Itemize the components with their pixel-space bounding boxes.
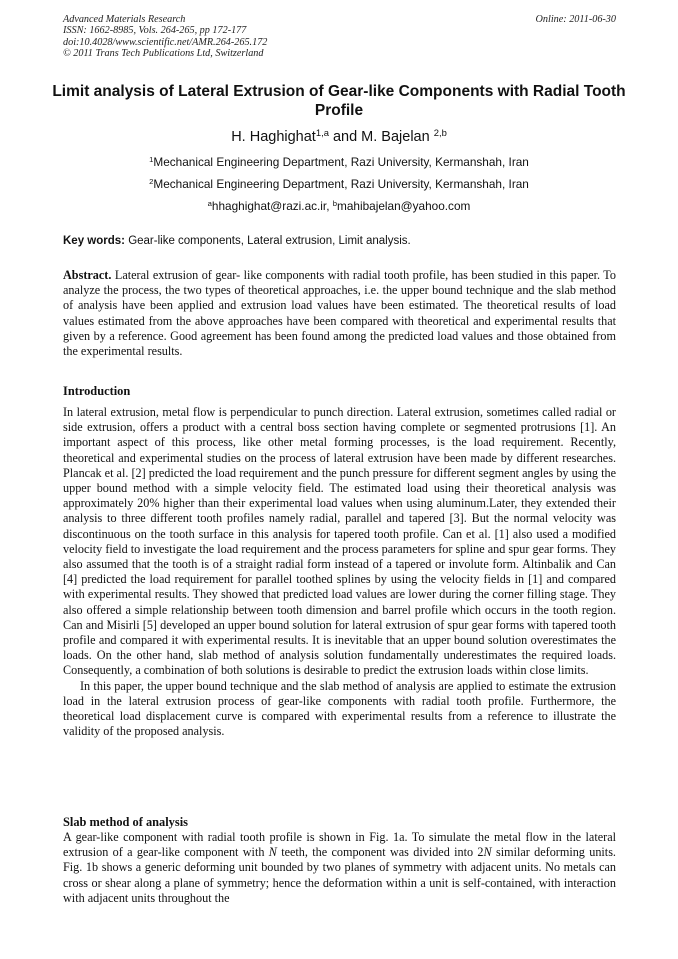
author-2: M. Bajelan — [361, 129, 434, 145]
email-line — [0, 199, 678, 213]
slab-method-heading: Slab method of analysis — [63, 815, 188, 829]
affiliation-1-text: Mechanical Engineering Department, Razi University, Kermanshah, Iran — [153, 155, 529, 169]
email-b[interactable]: mahibajelan@yahoo.com — [337, 199, 471, 213]
slab-var-n-2: N — [483, 845, 492, 860]
email-a[interactable]: hhaghighat@razi.ac.ir, — [211, 199, 333, 213]
email-a-sup: a — [207, 199, 212, 209]
email-b-sup: b — [332, 199, 338, 209]
abstract — [63, 268, 616, 359]
journal-header — [63, 14, 616, 59]
author-and: and — [328, 129, 362, 145]
keywords — [63, 234, 616, 248]
slab-method-paragraph — [63, 830, 616, 906]
slab-text-2: teeth, the component was divided into 2 — [276, 845, 484, 860]
abstract-label: Abstract. — [63, 268, 112, 282]
keywords-label: Key words: — [63, 235, 125, 247]
journal-name: Advanced Materials Research — [63, 14, 186, 25]
author-1-sup: 1,a — [315, 127, 329, 139]
slab-var-n: N — [268, 845, 277, 860]
slab-text-1: A gear-like component with radial tooth profile is shown in Fig. 1a. To simulate the metal flow in the lateral extrusion of a gear-like component with — [63, 830, 616, 860]
affiliation-1-sup: 1 — [149, 155, 154, 165]
doi-line: doi:10.4028/www.scientific.net/AMR.264-265.172 — [63, 36, 268, 48]
affiliation-2-sup: 2 — [149, 177, 154, 187]
slab-text-3: similar deforming units. Fig. 1b shows a generic deforming unit bounded by two planes of symmetry with adjacent units. No metals can cross or shear along a plane of symmetry; hence the deformation within a unit is self-contained, with interaction with adjacent units throughout the — [63, 845, 616, 905]
affiliation-2 — [0, 177, 678, 191]
introduction-body — [63, 405, 616, 739]
introduction-paragraph-2: In this paper, the upper bound technique and the slab method of analysis are applied to estimate the extrusion load in the lateral extrusion process of gear-like components with radial tooth profile. Furthermore, the theoretical load displacement curve is compared with experimental results from a reference to illustrate the validity of the proposed analysis. — [63, 678, 616, 739]
author-1: H. Haghighat — [231, 129, 316, 145]
affiliation-1 — [0, 155, 678, 169]
paper-title: Limit analysis of Lateral Extrusion of Gear-like Components with Radial Tooth Profile — [52, 83, 626, 119]
abstract-text: Lateral extrusion of gear- like components with radial tooth profile, has been studied in this paper. To analyze the process, the two types of theoretical approaches, i.e. the upper bound technique and the slab method of analysis have been applied and extrusion load values have been estimated. The theoretical results of load values estimated from the above approaches have been compared with theoretical and experimental results that given by a reference. Good agreement has been found among the predicted load values and those obtained from the experimental results. — [63, 268, 616, 359]
affiliation-2-text: Mechanical Engineering Department, Razi University, Kermanshah, Iran — [153, 177, 529, 191]
author-line — [0, 128, 678, 146]
introduction-heading: Introduction — [63, 384, 131, 398]
keywords-text: Gear-like components, Lateral extrusion, Limit analysis. — [125, 235, 411, 247]
issn-line: ISSN: 1662-8985, Vols. 264-265, pp 172-177 — [63, 25, 247, 37]
author-2-sup: 2,b — [433, 127, 447, 139]
copyright-line: © 2011 Trans Tech Publications Ltd, Switzerland — [63, 47, 264, 59]
online-date: Online: 2011-06-30 — [535, 14, 616, 25]
introduction-paragraph-1: In lateral extrusion, metal flow is perpendicular to punch direction. Lateral extrusion, sometimes called radial or side extrusion, offers a product with a central boss section having complete or segmented protrusions [1]. An important aspect of this process, like other metal forming processes, is the load requirement. Recently, theoretical and experimental studies on the process of lateral extrusion have been made by different researches. Plancak et al. [2] predicted the load requirement and the punch pressure for different segment angles by using the upper bound method with a simple velocity field. The estimated load using their theoretical analysis was approximately 20% higher than their experimental load values when using aluminum.Later, they extended their analysis to three different tooth profiles namely radial, parallel and tapered [3]. But the normal velocity was discontinuous on the tooth surface in this analysis for tapered tooth profile. Can et al. [1] also used a modified velocity field to investigate the load requirement and the process parameters for spline and spur gear forms. They also assumed that the tooth is of a straight radial form instead of a tapered or involute form. Altinbalik and Can [4] predicted the load requirement for parallel toothed splines by using the velocity fields in [1] and compared with experimental results. They showed that predicted load values are lower during the corner filling stage. They also offered a simple relationship between tooth dimension and barrel profile which occurs in the tooth region. Can and Misirli [5] developed an upper bound solution for lateral extrusion of spur gear forms with tapered tooth profile and compared it with experimental results. It is inevitable that an upper bound solution overestimates the loads. On the other hand, slab method of analysis solution fundamentally underestimates the required loads. Consequently, a combination of both solutions is desirable to predict the extrusion loads within close limits. — [63, 405, 616, 678]
slab-method-body — [63, 830, 616, 906]
